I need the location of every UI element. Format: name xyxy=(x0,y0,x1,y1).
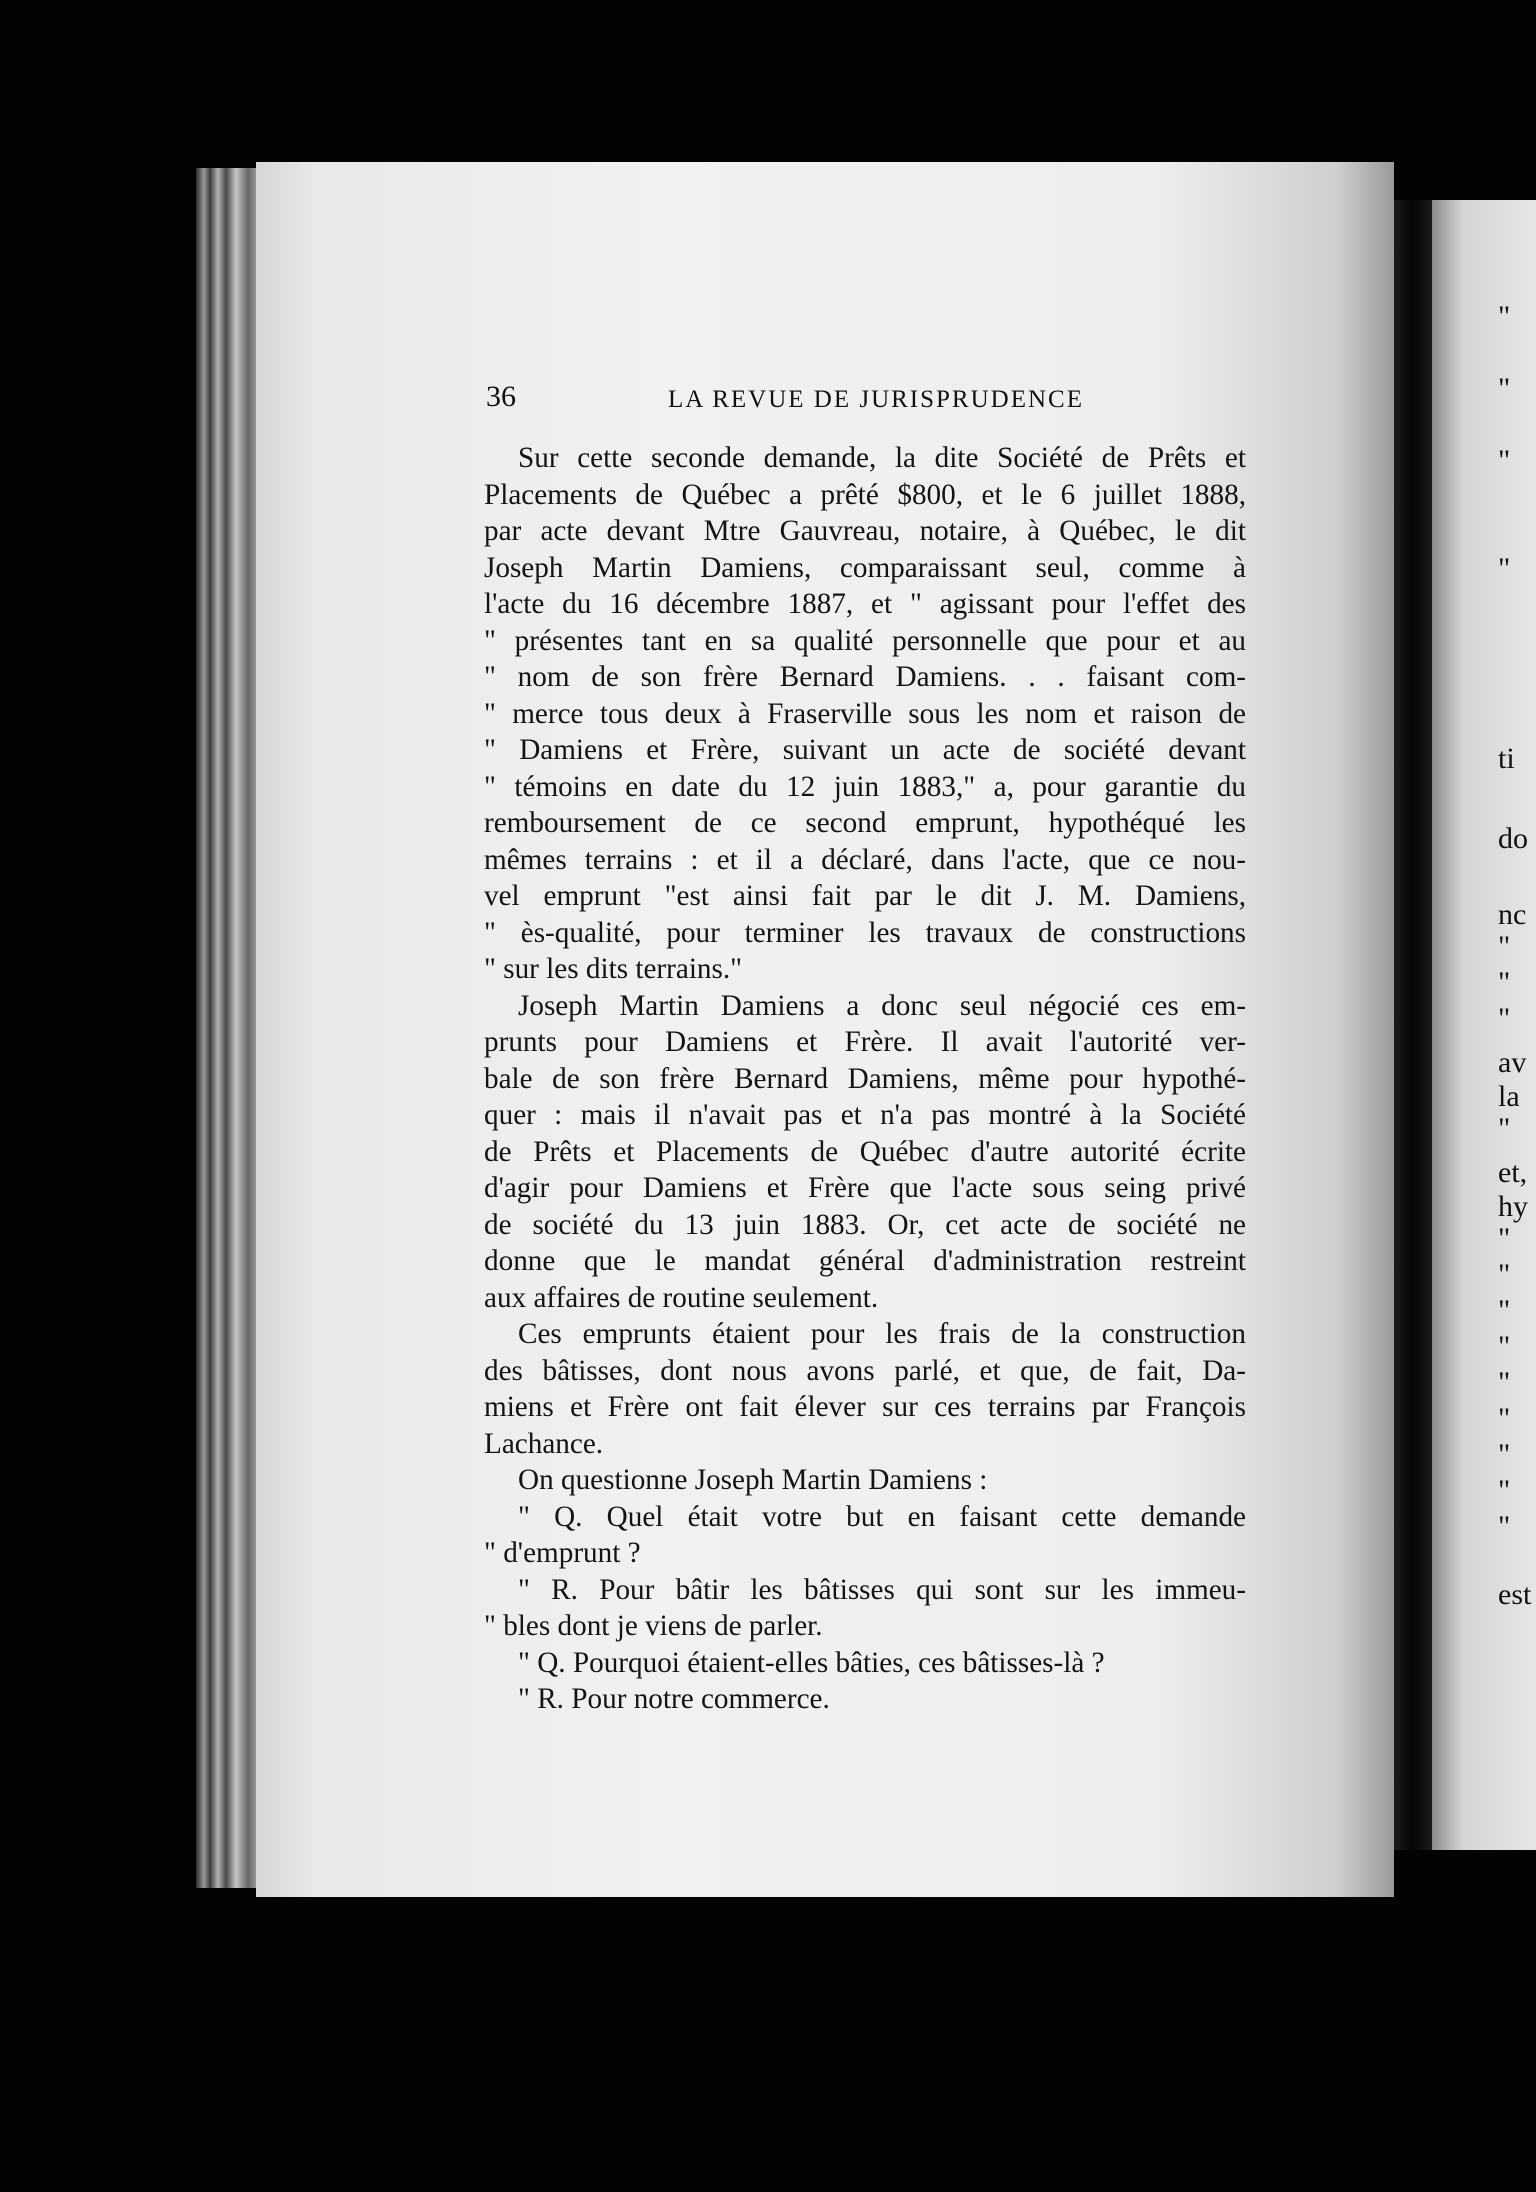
text-line: " d'emprunt ? xyxy=(484,1537,641,1569)
text-line: " Damiens et Frère, suivant un acte de société devant xyxy=(484,734,1246,766)
text-line: Ces emprunts étaient pour les frais de la construction xyxy=(518,1318,1246,1350)
text-line: mêmes terrains : et il a déclaré, dans l'acte, que ce nou- xyxy=(484,843,1246,876)
text-line: donne que le mandat général d'administration restreint xyxy=(484,1245,1246,1277)
facing-page-fragment: " xyxy=(1498,1222,1511,1255)
text-line: " merce tous deux à Fraserville sous les nom et raison de xyxy=(484,697,1246,730)
facing-page-fragment: " xyxy=(1498,1402,1511,1435)
facing-page-fragment: " xyxy=(1498,930,1511,963)
text-line: " ès-qualité, pour terminer les travaux de constructions xyxy=(484,916,1246,949)
text-line: prunts pour Damiens et Frère. Il avait l'autorité ver- xyxy=(484,1026,1246,1058)
facing-page-fragment: " xyxy=(1498,1258,1511,1291)
facing-page-fragment: " xyxy=(1498,966,1511,999)
text-line: " bles dont je viens de parler. xyxy=(484,1610,823,1642)
facing-page-fragment: " xyxy=(1498,1330,1511,1363)
text-line: l'acte du 16 décembre 1887, et " agissant pour l'effet des xyxy=(484,588,1246,620)
text-line: " Q. Pourquoi étaient-elles bâties, ces bâtisses-là ? xyxy=(518,1646,1105,1679)
running-head-title: LA REVUE DE JURISPRUDENCE xyxy=(668,386,1084,413)
facing-page-fragment: " xyxy=(1498,1366,1511,1399)
text-line: Placements de Québec a prêté $800, et le 6 juillet 1888, xyxy=(484,478,1246,511)
facing-page-fragment: " xyxy=(1498,1438,1511,1471)
text-line: " sur les dits terrains." xyxy=(484,953,743,985)
facing-page-fragment: est xyxy=(1498,1578,1532,1611)
text-line: Lachance. xyxy=(484,1427,604,1460)
facing-page-fragment: et, xyxy=(1498,1156,1528,1189)
text-line: " Q. Quel était votre but en faisant cette demande xyxy=(518,1500,1246,1533)
facing-page-fragment: " xyxy=(1498,552,1511,585)
text-line: quer : mais il n'avait pas et n'a pas montré à la Société xyxy=(484,1099,1246,1131)
text-line: " R. Pour notre commerce. xyxy=(518,1683,830,1715)
facing-page-fragment: " xyxy=(1498,1510,1511,1543)
facing-page-fragment: do xyxy=(1498,822,1528,855)
text-line: Joseph Martin Damiens a donc seul négocié ces em- xyxy=(518,989,1246,1022)
text-line: bale de son frère Bernard Damiens, même pour hypothé- xyxy=(484,1062,1246,1095)
facing-page-fragment: " xyxy=(1498,1002,1511,1035)
facing-page-fragment: la xyxy=(1498,1080,1520,1113)
facing-page-fragment: av xyxy=(1498,1046,1527,1079)
facing-page-fragment: nc xyxy=(1498,898,1527,931)
text-line: Sur cette seconde demande, la dite Société de Prêts et xyxy=(518,442,1246,474)
body-text xyxy=(484,440,1246,1718)
text-line: aux affaires de routine seulement. xyxy=(484,1281,879,1314)
facing-page-fragment: hy xyxy=(1498,1190,1528,1223)
page-number: 36 xyxy=(486,380,516,413)
facing-page-fragment: " xyxy=(1498,1112,1511,1145)
text-line: miens et Frère ont fait élever sur ces terrains par François xyxy=(484,1391,1246,1423)
text-line: " présentes tant en sa qualité personnelle que pour et au xyxy=(484,624,1246,657)
text-line: " témoins en date du 12 juin 1883," a, pour garantie du xyxy=(484,770,1246,803)
text-line: vel emprunt "est ainsi fait par le dit J. M. Damiens, xyxy=(484,880,1246,912)
facing-page-fragment: " xyxy=(1498,444,1511,477)
facing-page-fragment: ti xyxy=(1498,742,1515,775)
book-gutter xyxy=(1394,200,1432,1850)
text-line: remboursement de ce second emprunt, hypothéqué les xyxy=(484,807,1246,839)
facing-page-fragment: " xyxy=(1498,1474,1511,1507)
text-line: de société du 13 juin 1883. Or, cet acte de société ne xyxy=(484,1208,1246,1241)
text-line: On questionne Joseph Martin Damiens : xyxy=(518,1464,988,1496)
facing-page-fragment: " xyxy=(1498,1294,1511,1327)
text-line: d'agir pour Damiens et Frère que l'acte sous seing privé xyxy=(484,1172,1246,1204)
facing-page-fragment: " xyxy=(1498,372,1511,405)
facing-page xyxy=(1432,200,1536,1850)
text-line: des bâtisses, dont nous avons parlé, et que, de fait, Da- xyxy=(484,1354,1246,1387)
text-line: par acte devant Mtre Gauvreau, notaire, à Québec, le dit xyxy=(484,515,1246,547)
text-line: de Prêts et Placements de Québec d'autre autorité écrite xyxy=(484,1135,1246,1168)
facing-page-fragment: " xyxy=(1498,300,1511,333)
text-line: Joseph Martin Damiens, comparaissant seul, comme à xyxy=(484,551,1246,584)
text-line: " R. Pour bâtir les bâtisses qui sont sur les immeu- xyxy=(518,1573,1246,1606)
text-line: " nom de son frère Bernard Damiens. . . faisant com- xyxy=(484,661,1246,693)
